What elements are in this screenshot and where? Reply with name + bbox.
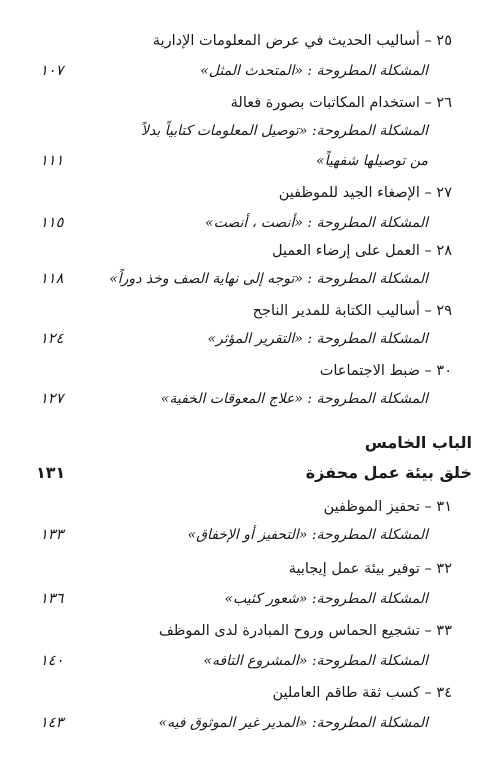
toc-entry-subtitle: المشكلة المطروحة : «التقرير المؤثر» ١٢٤ — [40, 326, 428, 352]
toc-entry-subtitle-cont: من توصيلها شفهياً» ١١١ — [40, 148, 428, 174]
toc-entry-subtitle: المشكلة المطروحة: «توصيل المعلومات كتابياً بدلاً — [141, 123, 428, 139]
toc-entry-title: ٣٣ – تشجيع الحماس وروح المبادرة لدى الموظف — [158, 623, 452, 639]
toc-entry-subtitle: المشكلة المطروحة : «علاج المعوقات الخفية» ١٢٧ — [40, 386, 428, 412]
toc-entry-subtitle: المشكلة المطروحة: «المدير غير الموثوق فيه» ١٤٣ — [40, 710, 428, 736]
toc-entry-title: ٣٠ – ضبط الاجتماعات — [319, 363, 452, 379]
toc-entry-subtitle: المشكلة المطروحة : «المتحدث المثل» ١٠٧ — [40, 58, 428, 84]
page-number: ١١٥ — [40, 215, 64, 231]
toc-entry-title: ٣١ – تحفيز الموظفين — [323, 499, 452, 515]
page-number: ١٤٠ — [40, 653, 64, 669]
toc-entry-title: ٢٧ – الإصغاء الجيد للموظفين — [278, 185, 452, 201]
page-number: ١٢٤ — [40, 331, 64, 347]
page-number: ١١٨ — [40, 271, 64, 287]
toc-entry-subtitle: المشكلة المطروحة: «شعور كئيب» ١٣٦ — [40, 586, 428, 612]
page-number: ١٣١ — [36, 463, 66, 482]
part-title: خلق بيئة عمل محفزة ١٣١ — [40, 460, 472, 486]
toc-entry-title: ٢٦ – استخدام المكاتبات بصورة فعالة — [230, 95, 452, 111]
page-number: ١٤٣ — [40, 715, 64, 731]
toc-entry-title: ٣٢ – توفير بيئة عمل إيجابية — [288, 561, 452, 577]
toc-entry-subtitle: المشكلة المطروحة : «أنصت ، أنصت» ١١٥ — [40, 210, 428, 236]
toc-entry-subtitle: المشكلة المطروحة : «توجه إلى نهاية الصف وخذ دوراً» ١١٨ — [40, 266, 428, 292]
page-number: ١٣٦ — [40, 591, 64, 607]
part-label: الباب الخامس — [364, 433, 472, 452]
toc-entry-subtitle: المشكلة المطروحة: «التحفيز أو الإخفاق» ١٣٣ — [40, 522, 428, 548]
page-number: ١٠٧ — [40, 63, 64, 79]
toc-entry-subtitle: المشكلة المطروحة: «المشروع التافه» ١٤٠ — [40, 648, 428, 674]
page-number: ١٢٧ — [40, 391, 64, 407]
toc-entry-title: ٢٨ – العمل على إرضاء العميل — [272, 243, 452, 259]
page-number: ١٣٣ — [40, 527, 64, 543]
toc-entry-title: ٣٤ – كسب ثقة طاقم العاملين — [272, 685, 452, 701]
toc-entry-title: ٢٩ – أساليب الكتابة للمدير الناجح — [252, 303, 452, 319]
page-number: ١١١ — [40, 153, 64, 169]
toc-entry-title: ٢٥ – أساليب الحديث في عرض المعلومات الإدارية — [152, 33, 452, 49]
